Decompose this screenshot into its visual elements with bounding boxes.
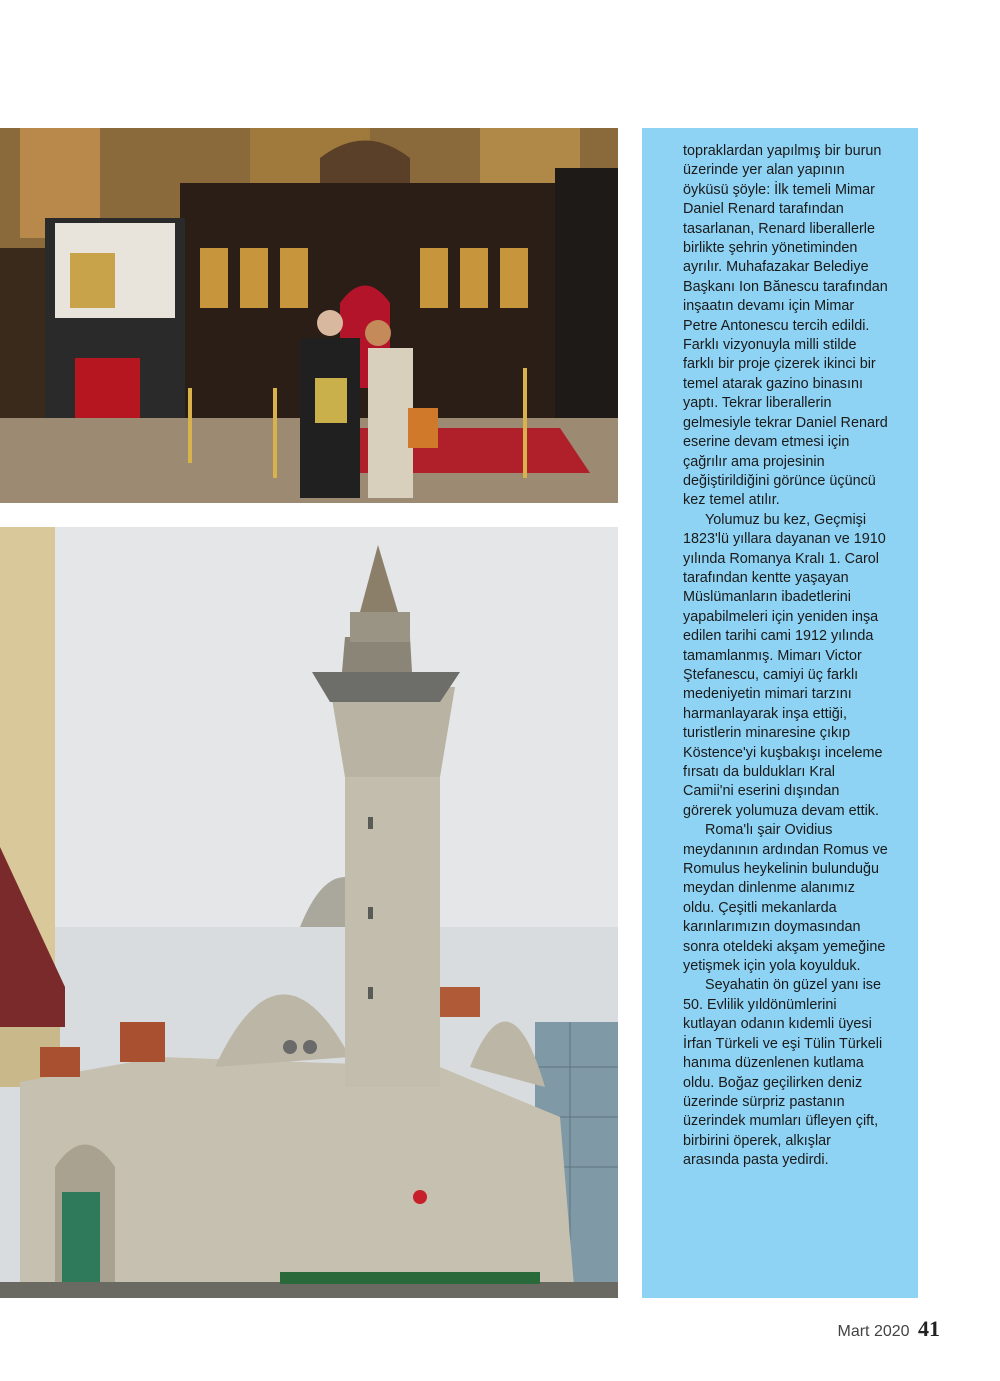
cathedral-interior-photo bbox=[0, 128, 618, 503]
mosque-exterior-photo bbox=[0, 527, 618, 1298]
article-paragraph-4: Seyahatin ön güzel yanı ise 50. Evlilik yıldönümlerini kutlayan odanın kıdemli üyesi İrfan Türkeli ve eşi Tülin Türkeli hanıma düzenlenen kutlama oldu. Boğaz geçilirken deniz üzerinde sürpriz pastanın üzerindek mumları üfleyen çift, birbirini öperek, alkışlar arasında pasta yedirdi. bbox=[683, 977, 883, 1169]
article-paragraph-2: Yolumuz bu kez, Geçmişi 1823'lü yıllara dayanan ve 1910 yılında Romanya Kralı 1. Carol tarafından kentte yaşayan Müslümanların ibadetlerini yapabilmeleri için yeniden inşa edilen tarihi cami 1912 yılında tamamlanmış. Mimarı Victor Ştefanescu, camiyi üç farklı medeniyetin mimari tarzını harmanlayarak inşa ettiği, turistlerin minaresine çıkıp Köstence'yi kuşbakışı inceleme fırsatı da buldukları Kral Camii'ni eserini dışından görerek yolumuza devam ettik. bbox=[683, 511, 886, 819]
mosque-exterior-image bbox=[0, 527, 618, 1298]
page-number: 41 bbox=[918, 1316, 940, 1341]
cathedral-interior-image bbox=[0, 128, 618, 503]
issue-date: Mart 2020 bbox=[837, 1323, 910, 1340]
article-paragraph-3: Roma'lı şair Ovidius meydanının ardından Romus ve Romulus heykelinin bulunduğu meydan dinlenme alanımız oldu. Çeşitli mekanlarda karınlarımızın doymasından sonra oteldeki akşam yemeğine yetişmek için yola koyulduk. bbox=[683, 822, 888, 975]
page-footer bbox=[838, 1316, 941, 1342]
article-paragraph-1: topraklardan yapılmış bir burun üzerinde yer alan yapının öyküsü şöyle: İlk temeli Mimar Daniel Renard tarafından tasarlanan, Renard liberallerle birlikte şehrin yönetiminden ayrılır. Muhafazakar Belediye Başkanı Ion Bănescu tarafından inşaatın devamı için Mimar Petre Antonescu tercih edildi. Farklı vizyonuyla milli stilde farklı bir proje çizerek ikinci bir temel atarak gazino binasını yaptı. Tekrar liberallerin gelmesiyle tekrar Daniel Renard eserine devam etmesi için çağrılır ama projesinin değiştirildiğini görünce üçüncü kez temel atılır. bbox=[683, 143, 888, 509]
article-text-column bbox=[642, 128, 918, 1298]
